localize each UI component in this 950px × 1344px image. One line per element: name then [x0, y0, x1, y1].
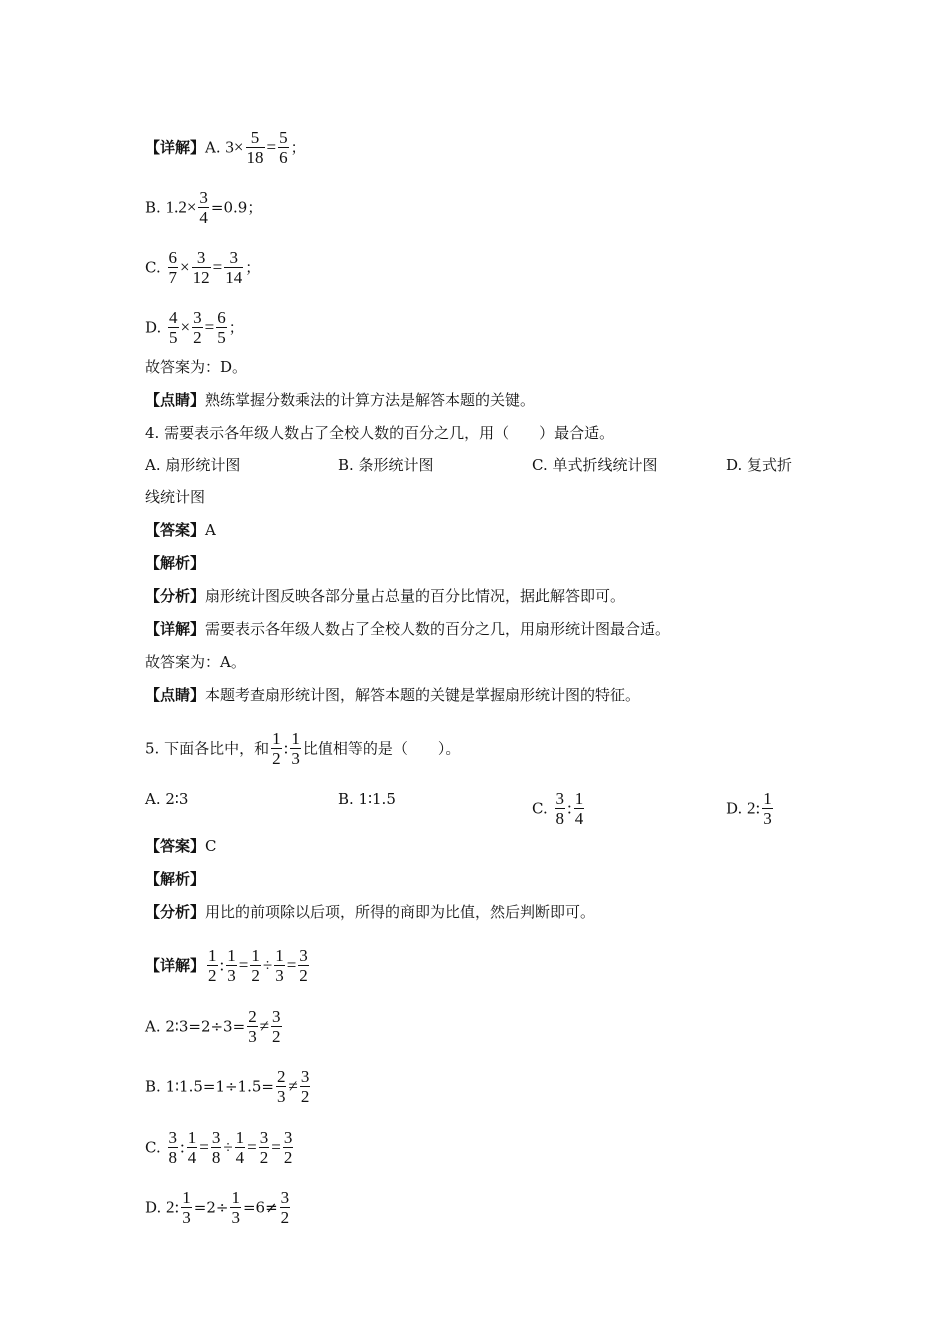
denominator: 6	[279, 148, 288, 167]
fraction	[271, 729, 282, 768]
denominator: 5	[169, 328, 178, 347]
fenxi-text: 用比的前项除以后项，所得的商即为比值，然后判断即可。	[205, 903, 596, 921]
denominator: 2	[259, 1148, 269, 1167]
denominator: 3	[275, 966, 284, 985]
numerator: 2	[248, 1007, 257, 1026]
numerator: 5	[279, 128, 288, 147]
math-text: ×	[180, 257, 190, 277]
option-prefix: B.	[145, 198, 161, 217]
option-prefix: D.	[145, 318, 162, 337]
denominator: 2	[193, 328, 202, 347]
denominator: 4	[574, 809, 584, 828]
numerator: 6	[168, 248, 177, 267]
math-text: :	[567, 798, 572, 818]
q4-question: 4. 需要表示各年级人数占了全校人数的百分之几，用（ ）最合适。	[145, 424, 615, 442]
q5-detail-a	[145, 1007, 284, 1046]
numerator: 3	[300, 1067, 310, 1086]
math-text: =	[199, 1137, 209, 1157]
fenxi-label: 【分析】	[145, 903, 206, 921]
math-text: =2÷	[193, 1198, 229, 1217]
fraction	[259, 1128, 270, 1167]
denominator: 3	[248, 1027, 257, 1046]
math-text: 2	[747, 798, 756, 818]
numerator: 4	[169, 308, 178, 327]
fraction	[211, 1128, 222, 1167]
numerator: 1	[291, 729, 300, 748]
tip-text: 本题考查扇形统计图，解答本题的关键是掌握扇形统计图的特征。	[205, 686, 641, 704]
q5-option-a: A. 2∶3	[145, 790, 189, 808]
q3-detail-b	[145, 188, 262, 227]
fraction	[181, 1188, 192, 1227]
denominator: 2	[208, 966, 217, 985]
punctuation: ；	[290, 138, 306, 157]
q4-tip	[145, 685, 640, 705]
fraction	[192, 248, 211, 287]
denominator: 2	[280, 1208, 290, 1227]
denominator: 3	[291, 749, 300, 768]
math-text: =	[271, 1137, 281, 1157]
fraction	[168, 248, 179, 287]
fraction	[226, 946, 237, 985]
option-prefix: C.	[145, 258, 161, 277]
fraction	[300, 1067, 311, 1106]
q4-option-a: A. 扇形统计图	[145, 456, 241, 474]
q5-answer	[145, 836, 217, 856]
q5-detail	[145, 946, 311, 985]
numerator: 1	[235, 1128, 245, 1147]
math-text: =	[238, 955, 249, 975]
fraction	[224, 248, 243, 287]
math-text: =	[204, 317, 215, 337]
numerator: 1	[275, 946, 284, 965]
math-text: =	[266, 137, 277, 157]
fraction	[216, 308, 227, 347]
numerator: 1	[231, 1188, 240, 1207]
fraction	[762, 789, 773, 828]
fraction	[280, 1188, 291, 1227]
q4-option-c: C. 单式折线统计图	[532, 456, 658, 474]
detail-label: 【详解】	[145, 620, 206, 638]
math-text: 1∶1.5=1÷1.5=	[165, 1077, 274, 1096]
q3-detail-c	[145, 248, 260, 287]
punctuation: ；	[228, 318, 244, 337]
option-prefix: C.	[532, 799, 548, 818]
denominator: 2	[299, 966, 308, 985]
fraction	[298, 946, 309, 985]
fraction	[250, 946, 261, 985]
q3-conclusion: 故答案为：D。	[145, 358, 248, 376]
math-text: ÷	[262, 955, 273, 975]
q4-analysis-label: 【解析】	[145, 554, 206, 572]
math-text: :	[174, 1197, 180, 1217]
detail-label: 【详解】	[145, 956, 206, 975]
fraction	[283, 1128, 294, 1167]
denominator: 8	[555, 809, 564, 828]
denominator: 3	[231, 1208, 240, 1227]
q3-detail-d	[145, 308, 244, 347]
q4-option-b: B. 条形统计图	[338, 456, 434, 474]
numerator: 1	[187, 1128, 197, 1147]
numerator: 1	[574, 789, 584, 808]
punctuation: ；	[245, 258, 261, 277]
numerator: 1	[763, 789, 772, 808]
question-text: 比值相等的是（ ）。	[302, 739, 461, 758]
math-text: 3×	[225, 137, 244, 157]
denominator: 2	[272, 749, 281, 768]
q5-detail-d	[145, 1188, 292, 1227]
numerator: 3	[193, 308, 202, 327]
fraction	[278, 128, 289, 167]
tip-text: 熟练掌握分数乘法的计算方法是解答本题的关键。	[205, 391, 536, 409]
math-text: ×	[180, 317, 191, 337]
fraction	[168, 308, 179, 347]
numerator: 1	[227, 946, 236, 965]
numerator: 3	[199, 188, 208, 207]
fraction	[187, 1128, 198, 1167]
denominator: 7	[168, 268, 177, 287]
fraction	[198, 188, 209, 227]
question-text: 5. 下面各比中，和	[145, 739, 270, 758]
tip-label: 【点睛】	[145, 391, 206, 409]
numerator: 1	[272, 729, 281, 748]
q4-fenxi	[145, 586, 625, 606]
numerator: 3	[224, 248, 243, 268]
numerator: 5	[246, 128, 265, 148]
fraction	[247, 1007, 258, 1046]
q5-detail-b	[145, 1067, 312, 1106]
math-text: 1.2×	[165, 197, 197, 217]
math-text: ≠	[288, 1076, 298, 1096]
math-text: ≠	[259, 1016, 270, 1036]
numerator: 1	[208, 946, 217, 965]
math-text: =	[212, 257, 223, 277]
numerator: 1	[251, 946, 260, 965]
q4-option-d: D. 复式折	[726, 456, 793, 474]
q5-detail-c	[145, 1128, 295, 1167]
q5-option-c	[532, 789, 586, 828]
numerator: 2	[276, 1067, 286, 1086]
math-text: ÷	[223, 1137, 233, 1157]
numerator: 3	[192, 248, 211, 268]
numerator: 3	[259, 1128, 269, 1147]
denominator: 8	[168, 1148, 177, 1167]
numerator: 3	[272, 1007, 281, 1026]
math-text: 2	[166, 1197, 175, 1217]
q5-option-b: B. 1∶1.5	[338, 790, 396, 808]
q4-option-d-wrap: 线统计图	[145, 488, 206, 506]
option-prefix: B.	[145, 1077, 161, 1096]
denominator: 3	[227, 966, 236, 985]
q5-analysis-label: 【解析】	[145, 870, 206, 888]
math-text: :	[755, 798, 761, 818]
q5-option-d	[726, 789, 775, 828]
option-prefix: C.	[145, 1138, 161, 1157]
answer-label: 【答案】	[145, 837, 206, 855]
q4-detail	[145, 619, 670, 639]
q3-detail-a	[145, 128, 306, 167]
numerator: 3	[283, 1128, 293, 1147]
math-text: 2∶3=2÷3=	[165, 1017, 246, 1036]
option-prefix: D.	[726, 799, 743, 818]
denominator: 3	[763, 809, 772, 828]
denominator: 5	[217, 328, 226, 347]
numerator: 3	[168, 1128, 177, 1147]
denominator: 2	[272, 1027, 281, 1046]
fraction	[168, 1128, 179, 1167]
q5-fenxi	[145, 902, 595, 922]
numerator: 3	[280, 1188, 290, 1207]
denominator: 18	[246, 148, 264, 167]
denominator: 2	[283, 1148, 293, 1167]
numerator: 3	[299, 946, 308, 965]
answer-value: A	[205, 521, 216, 539]
q5-question	[145, 729, 460, 768]
fraction	[235, 1128, 246, 1167]
denominator: 3	[276, 1087, 286, 1106]
denominator: 12	[192, 268, 210, 287]
math-text: :	[180, 1137, 185, 1157]
denominator: 4	[199, 208, 208, 227]
q3-tip	[145, 390, 535, 410]
math-text: =6≠	[242, 1198, 278, 1217]
denominator: 8	[211, 1148, 221, 1167]
denominator: 3	[182, 1208, 191, 1227]
detail-text: 需要表示各年级人数占了全校人数的百分之几，用扇形统计图最合适。	[205, 620, 671, 638]
math-text: =0.9；	[210, 198, 263, 217]
q4-answer	[145, 520, 216, 540]
numerator: 1	[182, 1188, 191, 1207]
denominator: 4	[235, 1148, 245, 1167]
q4-conclusion: 故答案为：A。	[145, 653, 246, 671]
math-text: :	[219, 955, 225, 975]
fenxi-label: 【分析】	[145, 587, 206, 605]
fraction	[555, 789, 566, 828]
option-prefix: A.	[205, 138, 221, 157]
detail-label: 【详解】	[145, 138, 206, 157]
numerator: 3	[555, 789, 564, 808]
fraction	[274, 946, 285, 985]
fraction	[246, 128, 265, 167]
option-prefix: D.	[145, 1198, 162, 1217]
math-text: =	[286, 955, 297, 975]
answer-label: 【答案】	[145, 521, 206, 539]
math-text: :	[283, 738, 289, 758]
denominator: 4	[187, 1148, 197, 1167]
denominator: 14	[225, 268, 243, 287]
option-prefix: A.	[145, 1017, 161, 1036]
fraction	[290, 729, 301, 768]
numerator: 6	[217, 308, 226, 327]
fraction	[230, 1188, 241, 1227]
answer-value: C	[205, 837, 217, 855]
math-text: =	[247, 1137, 257, 1157]
fraction	[276, 1067, 287, 1106]
denominator: 2	[251, 966, 260, 985]
tip-label: 【点睛】	[145, 686, 206, 704]
fraction	[574, 789, 585, 828]
denominator: 2	[300, 1087, 310, 1106]
fenxi-text: 扇形统计图反映各部分量占总量的百分比情况，据此解答即可。	[205, 587, 626, 605]
fraction	[271, 1007, 282, 1046]
numerator: 3	[211, 1128, 221, 1147]
fraction	[207, 946, 218, 985]
fraction	[192, 308, 203, 347]
